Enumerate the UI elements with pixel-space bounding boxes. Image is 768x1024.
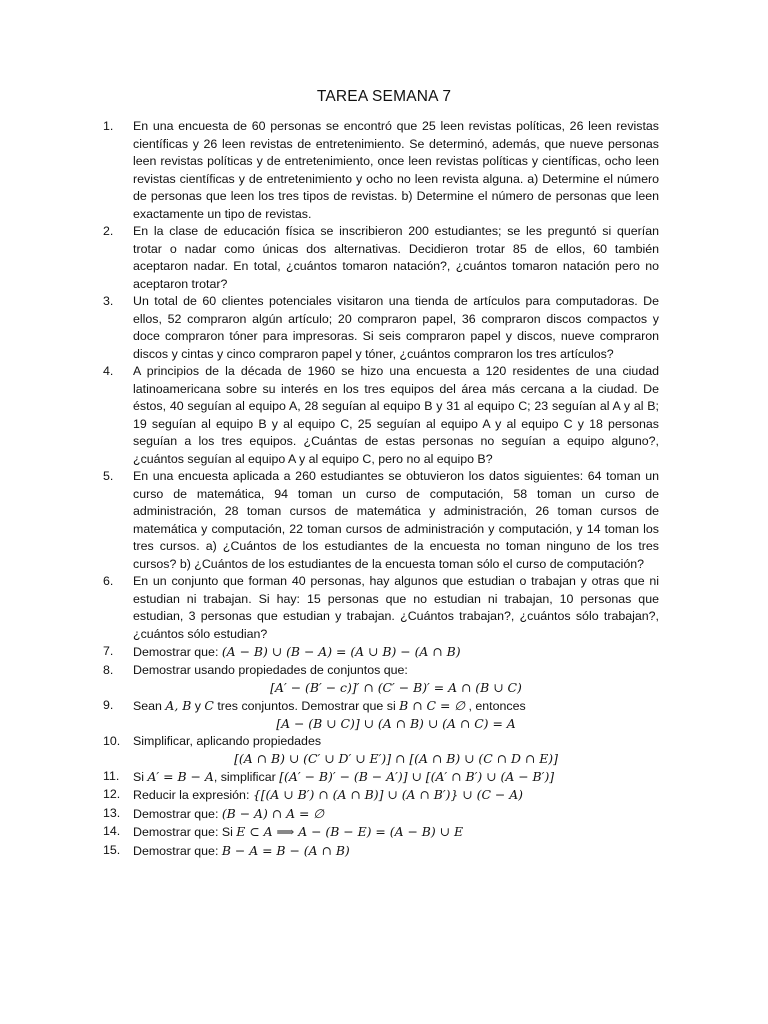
problem-lead: Demostrar que: <box>133 806 222 821</box>
problem-item <box>103 786 659 805</box>
problem-item <box>103 697 659 733</box>
problem-text: A principios de la década de 1960 se hizo una encuesta a 120 residentes de una ciudad latinoamericana sobre su interés en los tres equipos del área más cercana a la ciudad. De éstos, 40 seguían al equipo A, 28 seguían al equipo B y 31 al equipo C; 23 seguían al A y al B; 19 seguían al equipo B y al equipo C, 25 seguían al equipo A y al equipo C y 18 personas seguían a los tres equipos. ¿Cuántas de estas personas no seguían a equipo alguno?, ¿cuántos seguían al equipo A y al equipo C, pero no al equipo B? <box>133 364 659 466</box>
math-expression: (A − B) ∪ (B − A) = (A ∪ B) − (A ∩ B) <box>221 644 461 659</box>
problem-lead: Demostrar que: <box>133 645 222 659</box>
problem-number: 10. <box>103 733 121 748</box>
problem-number: 12. <box>103 787 121 801</box>
problem-text: En una encuesta de 60 personas se encontró que 25 leen revistas políticas, 26 leen revistas científicas y 26 leen revistas de entretenimiento. Se determinó, además, que nueve personas leen revistas políticas y de entretenimiento, once leen revistas políticas y científicas, ocho leen revistas científicas y de entretenimiento y ocho no leen revista alguna. a) Determine el número de personas que leen los tres tipos de revistas. b) Determine el número de personas que leen exactamente un tipo de revistas. <box>133 119 659 221</box>
problem-text: En la clase de educación física se inscribieron 200 estudiantes; se les preguntó si querían trotar o nadar como únicas dos alternativas. Decidieron trotar 85 de ellos, 60 también aceptaron nadar. En total, ¿cuántos tomaron natación?, ¿cuántos tomaron natación pero no aceptaron trotar? <box>133 224 659 291</box>
problem-text-fragment: , simplificar <box>213 769 280 784</box>
math-expression: (B − A) ∩ A = ∅ <box>221 805 325 821</box>
problem-number: 9. <box>103 697 114 712</box>
problem-number: 14. <box>103 824 121 838</box>
problem-number: 5. <box>103 469 114 483</box>
page-title: TAREA SEMANA 7 <box>316 88 452 105</box>
problem-item <box>103 823 659 842</box>
problem-lead: Sean <box>133 698 166 713</box>
display-equation: [(A ∩ B) ∪ (C′ ∪ D′ ∪ E′)] ∩ [(A ∩ B) ∪ (C ∩ D ∩ E)] <box>234 751 558 766</box>
problem-lead: Demostrar usando propiedades de conjuntos que: <box>133 662 408 677</box>
math-expression: [(A′ − B)′ − (B − A′)] ∪ [(A′ ∩ B′) ∪ (A − B′)] <box>279 768 555 784</box>
math-expression: B ∩ C = ∅ <box>399 697 466 713</box>
problem-text-fragment: tres conjuntos. Demostrar que si <box>213 698 400 713</box>
problem-item <box>103 733 659 768</box>
problem-number: 11. <box>103 768 120 783</box>
problem-text: Un total de 60 clientes potenciales visitaron una tienda de artículos para computadoras. De ellos, 52 compraron algún artículo; 20 compraron papel, 36 compraron discos compactos y doce compraron tóner para impresoras. Si seis compraron papel y discos, nueve compraron discos y cintas y cinco compraron papel y tóner, ¿cuántos compraron los tres artículos? <box>133 294 659 361</box>
problem-lead: Demostrar que: <box>133 843 222 858</box>
problem-item <box>103 768 659 787</box>
problem-number: 3. <box>103 294 114 308</box>
problem-lead: Simplificar, aplicando propiedades <box>133 733 322 748</box>
display-equation: [A′ − (B′ − c)]′ ∩ (C′ − B)′ = A ∩ (B ∪ C) <box>270 680 522 695</box>
problem-list <box>103 118 659 860</box>
problem-number: 8. <box>103 662 114 677</box>
problem-item <box>103 223 659 293</box>
problem-number: 6. <box>103 574 114 588</box>
problem-item <box>103 363 659 468</box>
problem-item <box>103 842 659 861</box>
problem-item <box>103 118 659 223</box>
problem-number: 1. <box>103 119 114 133</box>
problem-number: 15. <box>103 842 121 857</box>
problem-text-fragment: , entonces <box>465 698 526 713</box>
math-expression: A, B <box>165 697 192 713</box>
problem-number: 13. <box>103 805 121 820</box>
math-expression: E ⊂ A ⟹ A − (B − E) = (A − B) ∪ E <box>236 824 464 839</box>
problem-lead: Reducir la expresión: <box>133 788 253 802</box>
problem-number: 2. <box>103 224 114 238</box>
display-equation: [A − (B ∪ C)] ∪ (A ∩ B) ∪ (A ∩ C) = A <box>276 716 516 731</box>
problem-lead: Si <box>133 769 148 784</box>
problem-item <box>103 643 659 662</box>
problem-number: 7. <box>103 644 114 658</box>
problem-number: 4. <box>103 364 114 378</box>
problem-item <box>103 805 659 824</box>
problem-item <box>103 573 659 643</box>
math-expression: C <box>204 697 214 713</box>
problem-item <box>103 662 659 697</box>
problem-text-fragment: y <box>191 698 205 713</box>
problem-text: En una encuesta aplicada a 260 estudiantes se obtuvieron los datos siguientes: 64 toman un curso de matemática, 94 toman un curso de computación, 58 toman un curso de administración, 28 toman cursos de matemática y administración, 26 toman cursos de matemática y computación, 22 toman cursos de administración y computación, y 14 toman los tres cursos. a) ¿Cuántos de los estudiantes de la encuesta no toman ninguno de los tres cursos? b) ¿Cuántos de los estudiantes de la encuesta toman sólo el curso de computación? <box>133 469 659 571</box>
math-expression: B − A = B − (A ∩ B) <box>221 842 350 858</box>
math-expression: A′ = B − A <box>147 768 214 784</box>
problem-text: En un conjunto que forman 40 personas, hay algunos que estudian o trabajan y otras que ni estudian ni trabajan. Si hay: 15 personas que no estudian ni trabajan, 10 personas que estudian, 3 personas que estudian y trabajan. ¿Cuántos trabajan?, ¿cuántos sólo trabajan?, ¿cuántos sólo estudian? <box>133 574 659 641</box>
problem-item <box>103 293 659 363</box>
problem-item <box>103 468 659 573</box>
problem-lead: Demostrar que: Si <box>133 825 237 839</box>
math-expression: {[(A ∪ B′) ∩ (A ∩ B)] ∪ (A ∩ B′)} ∪ (C − A) <box>252 787 523 802</box>
